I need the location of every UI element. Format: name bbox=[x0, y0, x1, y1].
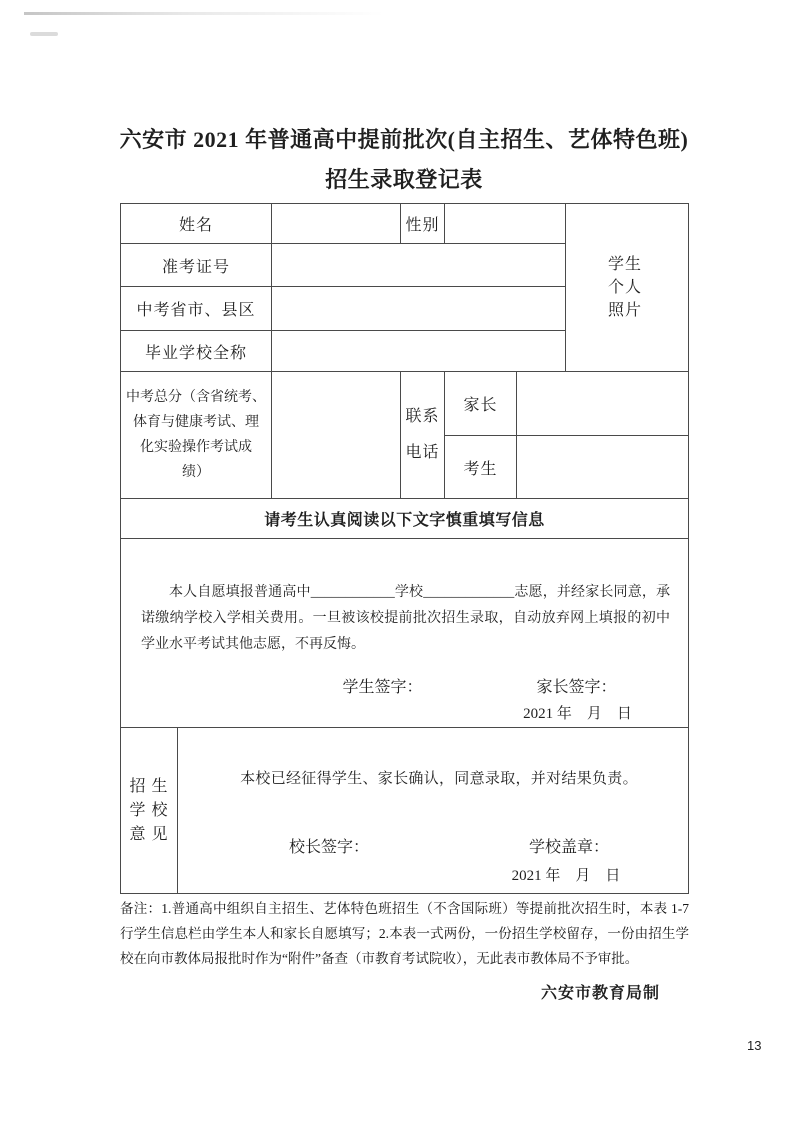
pledge-cell bbox=[121, 539, 689, 728]
signature-line bbox=[121, 674, 688, 697]
pledge-date: 2021 年 月 日 bbox=[523, 705, 632, 722]
parent-phone-value-cell bbox=[517, 372, 689, 436]
candidate-label-cell bbox=[445, 436, 517, 499]
school-opinion-label-line: 招 生 bbox=[129, 777, 169, 795]
name-label-cell bbox=[121, 204, 272, 244]
school-opinion-statement: 本校已经征得学生、家长确认，同意录取，并对结果负责。 bbox=[240, 770, 638, 787]
region-value-cell bbox=[272, 287, 566, 331]
parent-label-cell bbox=[445, 372, 517, 436]
name-value-cell bbox=[272, 204, 401, 244]
gender-label: 性别 bbox=[405, 217, 440, 234]
contact-phone-label-cell bbox=[401, 372, 445, 499]
contact-phone-label bbox=[401, 408, 444, 462]
school-opinion-date: 2021 年 月 日 bbox=[511, 867, 621, 884]
school-opinion-content-cell bbox=[178, 728, 689, 894]
total-score-label-line: 化实验操作考试成 bbox=[140, 440, 252, 455]
pledge-text-part: 学校 bbox=[394, 584, 424, 600]
notice-cell bbox=[121, 499, 689, 539]
gender-value-cell bbox=[445, 204, 566, 244]
region-label: 中考省市、县区 bbox=[136, 302, 256, 319]
document-title bbox=[112, 120, 696, 200]
parent-label: 家长 bbox=[463, 397, 498, 414]
total-score-label-line: 绩） bbox=[182, 465, 210, 480]
exam-id-value-cell bbox=[272, 244, 566, 287]
grad-school-value-cell bbox=[272, 331, 566, 372]
school-seal-label: 学校盖章： bbox=[529, 838, 610, 856]
photo-label bbox=[566, 253, 688, 322]
principal-signature-label: 校长签字： bbox=[288, 838, 369, 856]
candidate-phone-value-cell bbox=[517, 436, 689, 499]
photo-label-line: 个人 bbox=[608, 279, 643, 296]
title-line-1: 六安市 2021 年普通高中提前批次(自主招生、艺体特色班) bbox=[119, 127, 689, 152]
region-label-cell bbox=[121, 287, 272, 331]
grad-school-label: 毕业学校全称 bbox=[145, 344, 248, 362]
total-score-label-line: 中考总分（含省统考、 bbox=[126, 390, 266, 405]
school-opinion-label-line: 学 校 bbox=[129, 801, 169, 819]
blank-line: ____________ bbox=[310, 584, 395, 600]
total-score-value-cell bbox=[272, 372, 401, 499]
photo-cell bbox=[566, 204, 689, 372]
exam-id-label-cell bbox=[121, 244, 272, 287]
photo-label-line: 照片 bbox=[608, 302, 643, 319]
scan-artifact bbox=[24, 12, 384, 15]
school-opinion-label-cell bbox=[121, 728, 178, 894]
student-signature-label: 学生签字： bbox=[342, 678, 423, 696]
pledge-paragraph bbox=[141, 580, 670, 658]
page-number: 13 bbox=[747, 1038, 762, 1053]
scan-artifact bbox=[30, 32, 58, 36]
photo-label-line: 学生 bbox=[608, 256, 643, 273]
contact-label-line: 电话 bbox=[405, 444, 440, 461]
contact-label-line: 联系 bbox=[405, 408, 440, 425]
registration-form-table bbox=[120, 203, 689, 894]
school-signature-line bbox=[178, 834, 688, 857]
blank-line: _____________ bbox=[423, 584, 515, 600]
total-score-label-line: 体育与健康考试、理 bbox=[133, 415, 259, 430]
total-score-label-cell bbox=[121, 372, 272, 499]
gender-label-cell bbox=[401, 204, 445, 244]
grad-school-label-cell bbox=[121, 331, 272, 372]
notice-text: 请考生认真阅读以下文字慎重填写信息 bbox=[264, 512, 545, 529]
footnotes: 备注：1.普通高中组织自主招生、艺体特色班招生（不含国际班）等提前批次招生时，本表 1-7 行学生信息栏由学生本人和家长自愿填写；2.本表一式两份，一份招生学校留存，一份由招生学校在向市教体局报批时作为“附件”备查（市教育考试院收），无此表市教体局不予审批。 bbox=[120, 901, 689, 966]
exam-id-label: 准考证号 bbox=[162, 258, 231, 276]
pledge-text-part: 志愿，并经家长同意，承诺缴纳学校入学相关费用。一旦被该校提前批次招生录取，自动放弃网上填报的初中学业水平考试其他志愿，不再反悔。 bbox=[141, 584, 671, 652]
school-opinion-label-line: 意 见 bbox=[129, 825, 169, 843]
pledge-text-part: 本人自愿填报普通高中 bbox=[169, 584, 311, 600]
title-line-2: 招生录取登记表 bbox=[325, 167, 483, 192]
parent-signature-label: 家长签字： bbox=[536, 678, 617, 696]
name-label: 姓名 bbox=[179, 217, 214, 234]
total-score-label bbox=[121, 385, 271, 485]
candidate-label: 考生 bbox=[463, 460, 498, 478]
issuer-label: 六安市教育局制 bbox=[541, 985, 661, 1002]
